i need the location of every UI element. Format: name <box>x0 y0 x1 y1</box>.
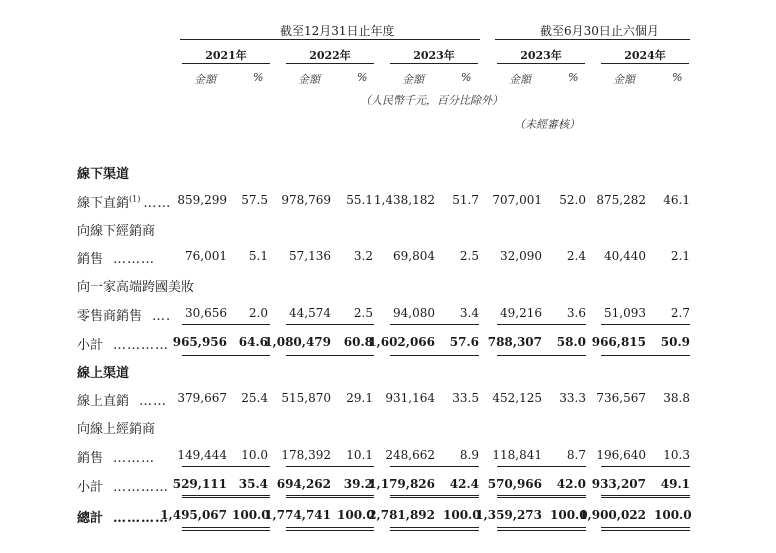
double-rule <box>497 527 586 528</box>
year-underline <box>601 63 689 64</box>
table-cell: 51,093 <box>604 306 646 320</box>
table-cell: 149,444 <box>177 448 227 462</box>
table-cell: 42.4 <box>449 477 479 491</box>
rule-above-subtotal <box>286 466 374 467</box>
table-cell: 94,080 <box>393 306 435 320</box>
row-label: 線上直銷 <box>77 394 130 409</box>
table-cell: 100.0 <box>443 508 481 522</box>
table-cell: 35.4 <box>238 477 268 491</box>
col-amount: 金額 <box>402 73 424 86</box>
dot-leader: ………… <box>113 338 170 353</box>
rule-above-subtotal <box>497 466 586 467</box>
footnote-marker: (1) <box>129 194 141 204</box>
unit-note: （人民幣千元，百分比除外） <box>360 94 503 107</box>
table-cell: 1,080,479 <box>264 335 331 349</box>
rule-above-subtotal <box>497 495 586 496</box>
table-cell: 1,900,022 <box>579 508 646 522</box>
table-cell: 933,207 <box>591 477 646 491</box>
table-cell: 2,781,892 <box>368 508 435 522</box>
header-year-end: 截至12月31日止年度 <box>280 24 395 38</box>
table-cell: 46.1 <box>663 193 690 207</box>
row-label-wrap <box>77 447 155 466</box>
table-cell: 60.8 <box>343 335 373 349</box>
table-cell: 100.0 <box>337 508 375 522</box>
table-cell: 529,111 <box>172 477 227 491</box>
rule-above-subtotal <box>497 324 586 325</box>
table-cell: 931,164 <box>385 391 435 405</box>
row-label: 線下渠道 <box>77 167 130 182</box>
dot-leader: …… <box>143 196 172 211</box>
row-label: 向一家高端跨國美妝 <box>77 280 195 295</box>
table-cell: 2.5 <box>353 306 373 320</box>
table-cell: 10.3 <box>663 448 690 462</box>
table-cell: 32,090 <box>500 249 542 263</box>
table-cell: 707,001 <box>492 193 542 207</box>
table-cell: 44,574 <box>289 306 331 320</box>
table-cell: 38.8 <box>663 391 690 405</box>
table-cell: 1,179,826 <box>368 477 435 491</box>
year-underline <box>390 63 478 64</box>
table-cell: 50.9 <box>660 335 690 349</box>
table-cell: 10.1 <box>346 448 373 462</box>
table-cell: 248,662 <box>385 448 435 462</box>
double-rule <box>390 530 479 531</box>
rule-below-subtotal <box>182 497 270 498</box>
table-cell: 55.1 <box>346 193 373 207</box>
table-cell: 57.5 <box>241 193 268 207</box>
row-label: 小計 <box>77 480 104 495</box>
table-cell: 52.0 <box>559 193 586 207</box>
table-cell: 570,966 <box>487 477 542 491</box>
table-cell: 100.0 <box>654 508 692 522</box>
rule-below-subtotal <box>390 497 479 498</box>
row-label: 線下直銷 <box>77 196 130 211</box>
double-rule <box>601 527 690 528</box>
table-cell: 178,392 <box>281 448 331 462</box>
double-rule <box>286 527 374 528</box>
row-label: 銷售 <box>77 252 104 267</box>
table-cell: 3.4 <box>459 306 479 320</box>
dot-leader: …. <box>152 309 172 324</box>
year-2022: 2022年 <box>309 49 351 62</box>
table-cell: 51.7 <box>452 193 479 207</box>
year-2021: 2021年 <box>205 49 247 62</box>
table-cell: 1,438,182 <box>373 193 435 207</box>
table-cell: 379,667 <box>177 391 227 405</box>
row-label: 線上渠道 <box>77 366 130 381</box>
rule-above-subtotal <box>601 495 690 496</box>
rule-above-subtotal <box>286 495 374 496</box>
table-cell: 40,440 <box>604 249 646 263</box>
table-cell: 64.6 <box>238 335 268 349</box>
table-cell: 25.4 <box>241 391 268 405</box>
rule-above-subtotal <box>286 324 374 325</box>
table-cell: 57.6 <box>449 335 479 349</box>
table-cell: 788,307 <box>487 335 542 349</box>
table-cell: 69,804 <box>393 249 435 263</box>
table-cell: 2.0 <box>248 306 268 320</box>
table-cell: 49,216 <box>500 306 542 320</box>
year-2023-h1: 2023年 <box>520 49 562 62</box>
table-cell: 3.2 <box>353 249 373 263</box>
col-pct: % <box>568 71 579 84</box>
table-cell: 978,769 <box>281 193 331 207</box>
year-underline <box>286 63 374 64</box>
table-cell: 30,656 <box>185 306 227 320</box>
table-cell: 1,774,741 <box>264 508 331 522</box>
rule-above-subtotal <box>390 495 479 496</box>
table-cell: 694,262 <box>276 477 331 491</box>
table-cell: 966,815 <box>591 335 646 349</box>
row-label: 零售商銷售 <box>77 309 143 324</box>
col-pct: % <box>461 71 472 84</box>
row-label-wrap <box>77 248 155 267</box>
rule-below-subtotal <box>497 497 586 498</box>
table-cell: 49.1 <box>660 477 690 491</box>
table-cell: 196,640 <box>596 448 646 462</box>
table-cell: 58.0 <box>556 335 586 349</box>
row-label: 銷售 <box>77 451 104 466</box>
row-label: 向線下經銷商 <box>77 224 156 239</box>
year-underline <box>182 63 270 64</box>
dot-leader: ……… <box>113 252 156 267</box>
col-amount: 金額 <box>194 73 216 86</box>
rule-above-subtotal <box>182 495 270 496</box>
table-cell: 33.3 <box>559 391 586 405</box>
rule-above-subtotal <box>182 466 270 467</box>
table-cell: 1,602,066 <box>368 335 435 349</box>
table-cell: 42.0 <box>556 477 586 491</box>
col-pct: % <box>357 71 368 84</box>
rule-above-subtotal <box>182 324 270 325</box>
table-cell: 100.0 <box>232 508 270 522</box>
table-cell: 452,125 <box>492 391 542 405</box>
table-cell: 1,495,067 <box>160 508 227 522</box>
rule-below-subtotal <box>601 497 690 498</box>
table-cell: 1,359,273 <box>475 508 542 522</box>
double-rule <box>497 530 586 531</box>
table-cell: 3.6 <box>566 306 586 320</box>
col-amount: 金額 <box>613 73 635 86</box>
double-rule <box>286 530 374 531</box>
table-cell: 736,567 <box>596 391 646 405</box>
dot-leader: ……… <box>113 451 156 466</box>
rule-below-subtotal <box>601 355 690 356</box>
year-underline <box>497 63 585 64</box>
rule-below-subtotal <box>286 355 374 356</box>
table-cell: 8.7 <box>566 448 586 462</box>
table-cell: 10.0 <box>241 448 268 462</box>
unaudited-note: （未經審核） <box>514 118 580 131</box>
year-2024-h1: 2024年 <box>624 49 666 62</box>
table-cell: 29.1 <box>346 391 373 405</box>
table-cell: 5.1 <box>248 249 268 263</box>
double-rule <box>601 530 690 531</box>
rule-below-subtotal <box>390 355 479 356</box>
double-rule <box>182 530 270 531</box>
table-cell: 33.5 <box>452 391 479 405</box>
table-cell: 100.0 <box>550 508 588 522</box>
row-label: 總計 <box>77 511 104 526</box>
col-pct: % <box>253 71 264 84</box>
table-cell: 2.5 <box>459 249 479 263</box>
row-label: 向線上經銷商 <box>77 422 156 437</box>
table-cell: 2.4 <box>566 249 586 263</box>
double-rule <box>182 527 270 528</box>
table-cell: 515,870 <box>281 391 331 405</box>
table-cell: 965,956 <box>172 335 227 349</box>
table-cell: 8.9 <box>459 448 479 462</box>
table-cell: 2.7 <box>670 306 690 320</box>
table-cell: 859,299 <box>177 193 227 207</box>
group-line-year-end <box>180 39 480 40</box>
table-cell: 118,841 <box>492 448 542 462</box>
dot-leader: …… <box>139 394 168 409</box>
col-amount: 金額 <box>509 73 531 86</box>
dot-leader: ………… <box>113 480 170 495</box>
table-cell: 76,001 <box>185 249 227 263</box>
rule-above-subtotal <box>390 466 479 467</box>
table-cell: 39.2 <box>343 477 373 491</box>
rule-above-subtotal <box>601 466 690 467</box>
row-label: 小計 <box>77 338 104 353</box>
group-line-six-months <box>495 39 690 40</box>
col-amount: 金額 <box>298 73 320 86</box>
rule-above-subtotal <box>601 324 690 325</box>
col-pct: % <box>672 71 683 84</box>
dot-leader: ………… <box>113 511 170 526</box>
table-cell: 2.1 <box>670 249 690 263</box>
rule-below-subtotal <box>286 497 374 498</box>
double-rule <box>390 527 479 528</box>
table-cell: 57,136 <box>289 249 331 263</box>
rule-below-subtotal <box>182 355 270 356</box>
header-six-months: 截至6月30日止六個月 <box>540 24 659 38</box>
table-cell: 875,282 <box>596 193 646 207</box>
rule-below-subtotal <box>497 355 586 356</box>
rule-above-subtotal <box>390 324 479 325</box>
year-2023: 2023年 <box>413 49 455 62</box>
